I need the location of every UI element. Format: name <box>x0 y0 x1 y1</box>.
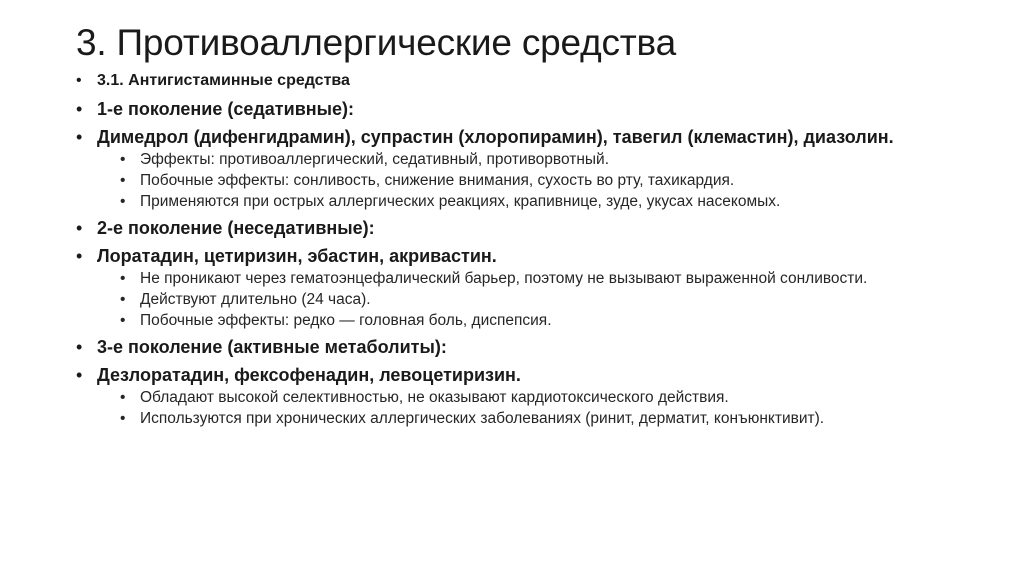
sub-bullet: • Действуют длительно (24 часа). <box>76 291 956 309</box>
sub-bullet: • Побочные эффекты: редко — головная боль, диспепсия. <box>76 312 956 330</box>
slide-title: 3. Противоаллергические средства <box>76 22 676 63</box>
gen1-subitems <box>76 151 956 211</box>
sub-bullet: • Обладают высокой селективностью, не оказывают кардиотоксического действия. <box>76 389 956 407</box>
bullet-gen2-heading: • 2-е поколение (неседативные): <box>76 217 956 239</box>
sub-bullet: • Используются при хронических аллергических заболеваниях (ринит, дерматит, конъюнктивит). <box>76 410 956 428</box>
sub-bullet: • Применяются при острых аллергических реакциях, крапивнице, зуде, укусах насекомых. <box>76 193 956 211</box>
bullet-gen1-heading: • 1-е поколение (седативные): <box>76 98 956 120</box>
bullet-gen3-heading: • 3-е поколение (активные метаболиты): <box>76 336 956 358</box>
gen2-subitems <box>76 270 956 330</box>
bullet-gen3-drugs: • Дезлоратадин, фексофенадин, левоцетиризин. <box>76 364 956 386</box>
slide-content <box>76 70 956 430</box>
bullet-gen2-drugs: • Лоратадин, цетиризин, эбастин, акривастин. <box>76 245 956 267</box>
bullet-gen1-drugs: • Димедрол (дифенгидрамин), супрастин (хлоропирамин), тавегил (клемастин), диазолин. <box>76 126 956 148</box>
sub-bullet: • Эффекты: противоаллергический, седативный, противорвотный. <box>76 151 956 169</box>
sub-bullet: • Побочные эффекты: сонливость, снижение внимания, сухость во рту, тахикардия. <box>76 172 956 190</box>
bullet-antihistamines: • 3.1. Антигистаминные средства <box>76 70 956 92</box>
gen3-subitems <box>76 389 956 428</box>
sub-bullet: • Не проникают через гематоэнцефалический барьер, поэтому не вызывают выраженной сонливости. <box>76 270 956 288</box>
